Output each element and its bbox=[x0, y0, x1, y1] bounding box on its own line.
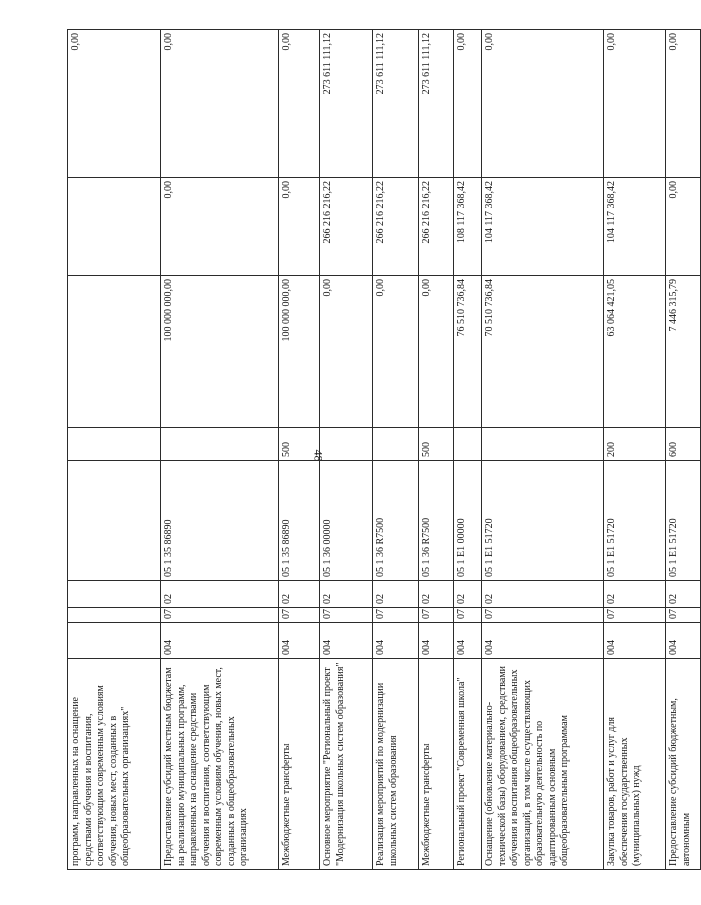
grbs-code-cell: 004 bbox=[373, 623, 419, 659]
amount-year1-cell: 100 000 000,00 bbox=[279, 276, 320, 428]
subsection-code-cell: 02 bbox=[320, 581, 373, 608]
amount-year3-cell: 0,00 bbox=[279, 30, 320, 178]
expense-type-cell: 600 bbox=[666, 428, 701, 461]
amount-year3-cell: 0,00 bbox=[482, 30, 604, 178]
subsection-code-cell: 02 bbox=[373, 581, 419, 608]
amount-year1-cell: 0,00 bbox=[320, 276, 373, 428]
amount-year2-cell: 104 117 368,42 bbox=[482, 178, 604, 276]
section-code-cell: 07 bbox=[419, 608, 454, 623]
amount-year3-cell: 273 611 111,12 bbox=[419, 30, 454, 178]
row-name-cell: Предоставление субсидий бюджетным, автономным bbox=[666, 659, 701, 870]
grbs-code-cell: 004 bbox=[666, 623, 701, 659]
amount-year3-cell: 0,00 bbox=[454, 30, 482, 178]
grbs-code-cell: 004 bbox=[320, 623, 373, 659]
table-row bbox=[279, 30, 320, 870]
expense-type-cell bbox=[320, 428, 373, 461]
amount-year3-cell: 273 611 111,12 bbox=[320, 30, 373, 178]
target-article-cell: 05 1 36 R7500 bbox=[419, 461, 454, 581]
expense-type-cell bbox=[454, 428, 482, 461]
section-code-cell: 07 bbox=[161, 608, 279, 623]
subsection-code-cell: 02 bbox=[419, 581, 454, 608]
grbs-code-cell: 004 bbox=[454, 623, 482, 659]
amount-year3-cell: 0,00 bbox=[161, 30, 279, 178]
expense-type-cell bbox=[373, 428, 419, 461]
grbs-code-cell: 004 bbox=[279, 623, 320, 659]
grbs-code-cell bbox=[68, 623, 161, 659]
row-name-cell: Предоставление субсидий местным бюджетам на реализацию муниципальных программ, направленных на оснащение средствами обучения и воспитания, соответствующим современным условиям обучения, новых мест, созданных в общеобразовательных организациях bbox=[161, 659, 279, 870]
amount-year3-cell: 273 611 111,12 bbox=[373, 30, 419, 178]
expense-type-cell bbox=[68, 428, 161, 461]
section-code-cell: 07 bbox=[454, 608, 482, 623]
subsection-code-cell: 02 bbox=[279, 581, 320, 608]
table-row bbox=[454, 30, 482, 870]
expense-type-cell bbox=[161, 428, 279, 461]
target-article-cell: 05 1 35 86890 bbox=[279, 461, 320, 581]
budget-table bbox=[67, 29, 701, 870]
row-name-cell: Реализация мероприятий по модернизации школьных систем образования bbox=[373, 659, 419, 870]
table-row bbox=[68, 30, 161, 870]
section-code-cell bbox=[68, 608, 161, 623]
section-code-cell: 07 bbox=[482, 608, 604, 623]
target-article-cell bbox=[68, 461, 161, 581]
amount-year2-cell: 0,00 bbox=[666, 178, 701, 276]
target-article-cell: 05 1 36 00000 bbox=[320, 461, 373, 581]
amount-year1-cell: 0,00 bbox=[419, 276, 454, 428]
amount-year2-cell: 0,00 bbox=[279, 178, 320, 276]
page-number: 48 bbox=[311, 449, 326, 462]
target-article-cell: 05 1 E1 51720 bbox=[482, 461, 604, 581]
amount-year1-cell: 63 064 421,05 bbox=[604, 276, 666, 428]
amount-year1-cell: 0,00 bbox=[373, 276, 419, 428]
amount-year2-cell: 266 216 216,22 bbox=[320, 178, 373, 276]
table-row bbox=[373, 30, 419, 870]
target-article-cell: 05 1 35 86890 bbox=[161, 461, 279, 581]
subsection-code-cell bbox=[68, 581, 161, 608]
amount-year2-cell bbox=[68, 178, 161, 276]
row-name-cell: Региональный проект "Современная школа" bbox=[454, 659, 482, 870]
target-article-cell: 05 1 E1 00000 bbox=[454, 461, 482, 581]
table-row bbox=[419, 30, 454, 870]
amount-year2-cell: 0,00 bbox=[161, 178, 279, 276]
subsection-code-cell: 02 bbox=[666, 581, 701, 608]
target-article-cell: 05 1 36 R7500 bbox=[373, 461, 419, 581]
table-row bbox=[482, 30, 604, 870]
table-row bbox=[320, 30, 373, 870]
amount-year2-cell: 266 216 216,22 bbox=[373, 178, 419, 276]
amount-year1-cell bbox=[68, 276, 161, 428]
expense-type-cell: 500 bbox=[279, 428, 320, 461]
table-row bbox=[666, 30, 701, 870]
amount-year1-cell: 100 000 000,00 bbox=[161, 276, 279, 428]
section-code-cell: 07 bbox=[373, 608, 419, 623]
amount-year3-cell: 0,00 bbox=[666, 30, 701, 178]
grbs-code-cell: 004 bbox=[419, 623, 454, 659]
row-name-cell: Закупка товаров, работ и услуг для обеспечения государственных (муниципальных) нужд bbox=[604, 659, 666, 870]
expense-type-cell: 500 bbox=[419, 428, 454, 461]
amount-year1-cell: 7 446 315,79 bbox=[666, 276, 701, 428]
row-name-cell: Оснащение (обновление материально-технической базы) оборудованием, средствами обучения и воспитания общеобразовательных организаций, в том числе осуществляющих образовательную деятельность по адаптированным основным общеобразовательным программам bbox=[482, 659, 604, 870]
amount-year2-cell: 104 117 368,42 bbox=[604, 178, 666, 276]
subsection-code-cell: 02 bbox=[604, 581, 666, 608]
section-code-cell: 07 bbox=[320, 608, 373, 623]
grbs-code-cell: 004 bbox=[604, 623, 666, 659]
subsection-code-cell: 02 bbox=[482, 581, 604, 608]
expense-type-cell bbox=[482, 428, 604, 461]
subsection-code-cell: 02 bbox=[161, 581, 279, 608]
section-code-cell: 07 bbox=[604, 608, 666, 623]
amount-year2-cell: 266 216 216,22 bbox=[419, 178, 454, 276]
table-row bbox=[161, 30, 279, 870]
amount-year3-cell: 0,00 bbox=[68, 30, 161, 178]
grbs-code-cell: 004 bbox=[161, 623, 279, 659]
section-code-cell: 07 bbox=[666, 608, 701, 623]
subsection-code-cell: 02 bbox=[454, 581, 482, 608]
row-name-cell: Межбюджетные трансферты bbox=[419, 659, 454, 870]
amount-year3-cell: 0,00 bbox=[604, 30, 666, 178]
table-row bbox=[604, 30, 666, 870]
amount-year1-cell: 70 510 736,84 bbox=[482, 276, 604, 428]
grbs-code-cell: 004 bbox=[482, 623, 604, 659]
expense-type-cell: 200 bbox=[604, 428, 666, 461]
amount-year1-cell: 76 510 736,84 bbox=[454, 276, 482, 428]
target-article-cell: 05 1 E1 51720 bbox=[604, 461, 666, 581]
row-name-cell: Межбюджетные трансферты bbox=[279, 659, 320, 870]
target-article-cell: 05 1 E1 51720 bbox=[666, 461, 701, 581]
amount-year2-cell: 108 117 368,42 bbox=[454, 178, 482, 276]
rotated-budget-table bbox=[67, 30, 692, 870]
section-code-cell: 07 bbox=[279, 608, 320, 623]
row-name-cell: Основное мероприятие "Региональный проект "Модернизация школьных систем образования" bbox=[320, 659, 373, 870]
row-name-cell: программ, направленных на оснащение средствами обучения и воспитания, соответствующим современным условиям обучения, новых мест, созданных в общеобразовательных организациях" bbox=[68, 659, 161, 870]
